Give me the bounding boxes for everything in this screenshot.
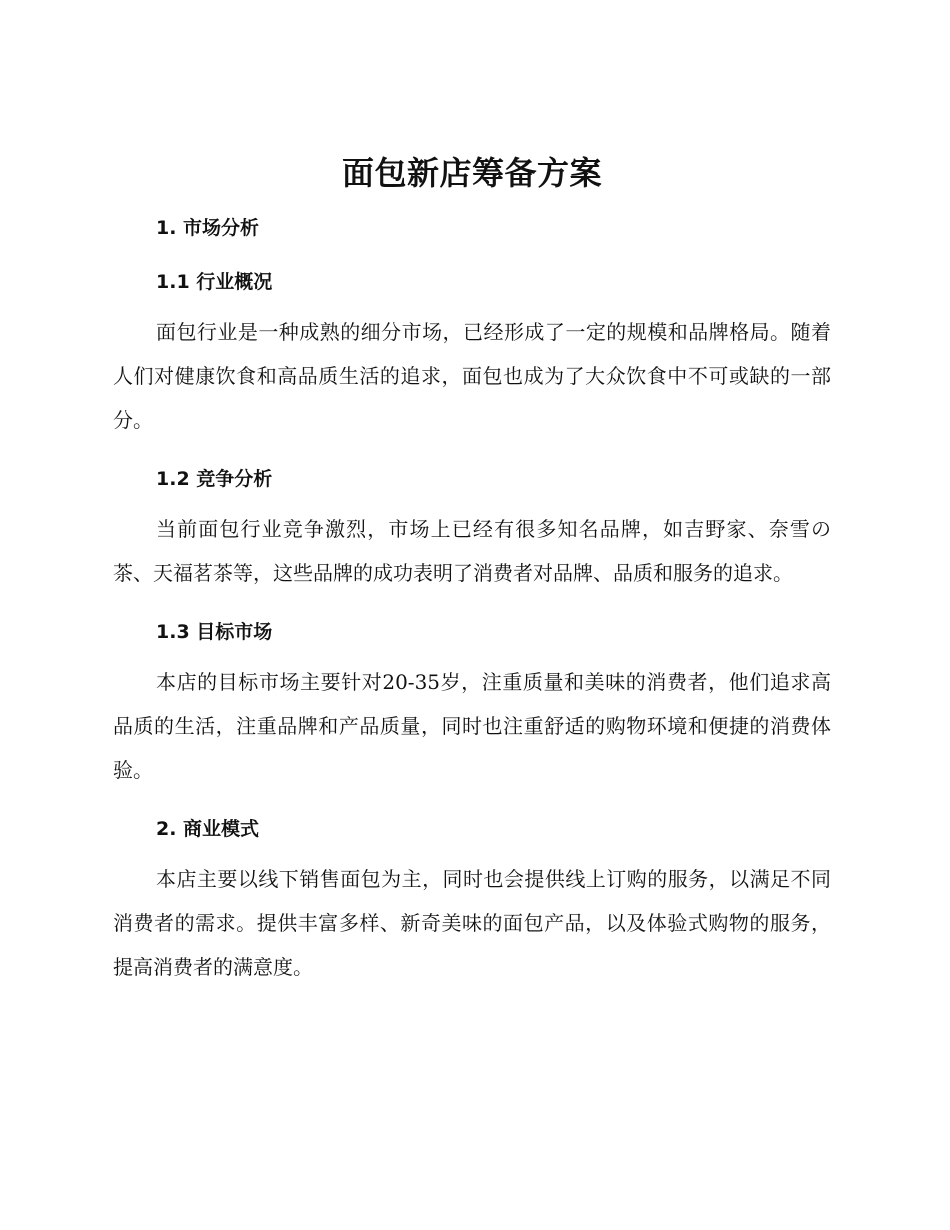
paragraph-target-market: 本店的目标市场主要针对20-35岁，注重质量和美味的消费者，他们追求高品质的生活，注重品牌和产品质量，同时也注重舒适的购物环境和便捷的消费体验。 [113, 670, 831, 782]
section-heading-industry-overview: 1.1 行业概况 [156, 271, 273, 293]
document-title: 面包新店筹备方案 [341, 154, 602, 192]
section-heading-business-model: 2. 商业模式 [156, 818, 260, 840]
section-heading-target-market: 1.3 目标市场 [156, 621, 273, 643]
paragraph-business-model: 本店主要以线下销售面包为主，同时也会提供线上订购的服务，以满足不同消费者的需求。提供丰富多样、新奇美味的面包产品，以及体验式购物的服务，提高消费者的满意度。 [113, 867, 831, 979]
paragraph-competition-analysis: 当前面包行业竞争激烈，市场上已经有很多知名品牌，如吉野家、奈雪の茶、天福茗茶等，这些品牌的成功表明了消费者对品牌、品质和服务的追求。 [113, 517, 831, 585]
section-heading-competition-analysis: 1.2 竞争分析 [156, 468, 273, 490]
paragraph-industry-overview: 面包行业是一种成熟的细分市场，已经形成了一定的规模和品牌格局。随着人们对健康饮食和高品质生活的追求，面包也成为了大众饮食中不可或缺的一部分。 [113, 320, 831, 432]
section-heading-market-analysis: 1. 市场分析 [156, 217, 260, 239]
